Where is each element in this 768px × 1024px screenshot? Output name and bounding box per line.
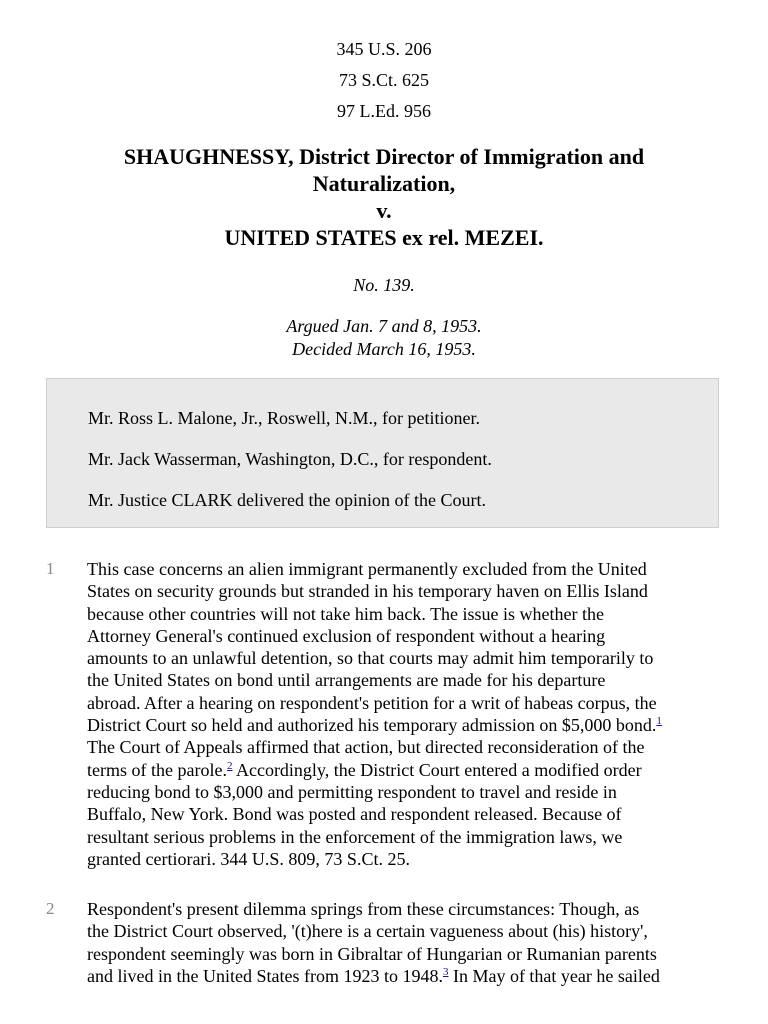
respondent-name: UNITED STATES ex rel. MEZEI.	[224, 225, 544, 250]
text-line: respondent seemingly was born in Gibraltar of Hungarian or Rumanian parents	[87, 943, 657, 964]
footnote-link-1[interactable]: 1	[656, 715, 662, 728]
paragraph-text	[87, 898, 737, 987]
citation-sct: 73 S.Ct. 625	[338, 70, 430, 90]
text-line: abroad. After a hearing on respondent's petition for a writ of habeas corpus, the	[87, 692, 657, 713]
paragraph-number: 1	[46, 559, 55, 578]
text-line: Respondent's present dilemma springs from these circumstances: Though, as	[87, 899, 640, 919]
footnote-link-2[interactable]: 2	[226, 759, 233, 772]
petitioner-line-2: Naturalization,	[312, 171, 456, 196]
case-title	[40, 143, 728, 251]
argued-date: Argued Jan. 7 and 8, 1953.	[286, 316, 482, 336]
paragraph-number: 2	[46, 899, 55, 918]
counsel-respondent: Mr. Jack Wasserman, Washington, D.C., for respondent.	[88, 449, 492, 469]
text-line: District Court so held and authorized his temporary admission on $5,000 bond.$^1$	[87, 715, 662, 736]
text-line: reducing bond to $3,000 and permitting respondent to travel and reside in	[87, 781, 617, 802]
text-line: amounts to an unlawful detention, so that courts may admit him temporarily to	[87, 648, 654, 669]
counsel-petitioner: Mr. Ross L. Malone, Jr., Roswell, N.M., for petitioner.	[88, 408, 480, 428]
text-line: This case concerns an alien immigrant permanently excluded from the United	[87, 559, 647, 579]
citations-block	[0, 34, 768, 127]
decided-date: Decided March 16, 1953.	[292, 339, 476, 359]
text-line: Attorney General's continued exclusion of respondent without a hearing	[87, 625, 606, 646]
text-line: terms of the parole.$^2$ Accordingly, the District Court entered a modified order	[87, 759, 642, 780]
text-line: States on security grounds but stranded in his temporary haven on Ellis Island	[87, 581, 648, 602]
citation-us: 345 U.S. 206	[336, 39, 432, 59]
text-line: the District Court observed, '(t)here is a certain vagueness about (his) history',	[87, 921, 648, 942]
petitioner-line-1: SHAUGHNESSY, District Director of Immigration and	[123, 144, 645, 169]
text-line: The Court of Appeals affirmed that action, but directed reconsideration of the	[87, 737, 645, 758]
paragraph-text	[87, 558, 737, 870]
text-line: resultant serious problems in the enforcement of the immigration laws, we	[87, 826, 623, 847]
dates-block	[0, 315, 768, 361]
text-line: granted certiorari. 344 U.S. 809, 73 S.Ct. 25.	[87, 848, 410, 869]
text-line: and lived in the United States from 1923 to 1948.$^3$ In May of that year he sailed	[87, 965, 660, 986]
text-line: Buffalo, New York. Bond was posted and respondent released. Because of	[87, 804, 622, 825]
counsel-box	[46, 378, 719, 528]
footnote-link-3[interactable]: 3	[442, 965, 449, 978]
text-line: because other countries will not take him back. The issue is whether the	[87, 603, 605, 624]
citation-led: 97 L.Ed. 956	[337, 101, 431, 121]
versus: v.	[376, 198, 392, 223]
docket-number: No. 139.	[353, 275, 415, 295]
opinion-author: Mr. Justice CLARK delivered the opinion of the Court.	[88, 490, 486, 510]
text-line: the United States on bond until arrangements are made for his departure	[87, 670, 606, 691]
